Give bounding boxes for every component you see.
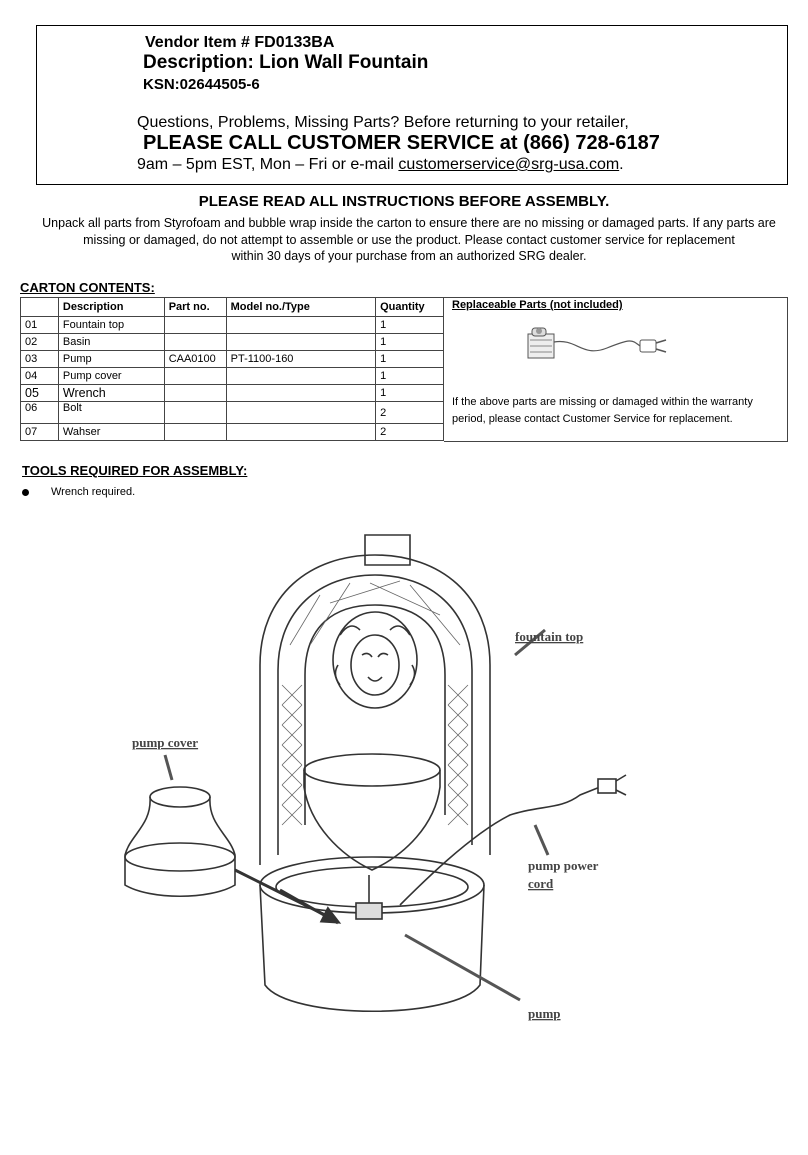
plug-prong (616, 775, 626, 781)
replaceable-title-underlined: Replaceable Parts (452, 299, 547, 311)
table-cell: 1 (376, 334, 444, 351)
table-cell (226, 424, 375, 441)
table-header-row (21, 298, 444, 317)
label-cord: cord (528, 876, 554, 891)
arrow-bolt (280, 890, 338, 923)
leader-pump-cover (165, 755, 172, 780)
table-row (21, 402, 444, 424)
plug-prong (616, 790, 626, 795)
email-link[interactable]: customerservice@srg-usa.com (398, 156, 620, 173)
unpack-paragraph (20, 215, 798, 265)
table-cell (226, 334, 375, 351)
table-cell: 03 (21, 351, 59, 368)
table-cell (226, 368, 375, 385)
table-row (21, 317, 444, 334)
lion-head (333, 612, 417, 708)
ksn-number: KSN:02644505-6 (143, 76, 260, 93)
column-header: Description (58, 298, 164, 317)
pump-with-cord-image (522, 318, 672, 380)
unpack-line: within 30 days of your purchase from an authorized SRG dealer. (231, 249, 587, 263)
table-cell: 04 (21, 368, 59, 385)
table-cell: Basin (58, 334, 164, 351)
table-cell: 06 (21, 402, 59, 424)
product-description: Description: Lion Wall Fountain (143, 52, 429, 73)
bullet-icon (22, 489, 29, 496)
leader-power-cord (535, 825, 548, 855)
hours-line (137, 156, 624, 174)
table-cell (164, 402, 226, 424)
table-cell: 1 (376, 368, 444, 385)
table-cell: Pump (58, 351, 164, 368)
label-pump: pump (528, 1006, 561, 1021)
table-cell: 05 (21, 385, 59, 402)
table-cell (226, 385, 375, 402)
table-row (21, 368, 444, 385)
hours-end: . (619, 156, 624, 173)
table-cell: 1 (376, 351, 444, 368)
hours-text: 9am – 5pm EST, Mon – Fri or e-mail (137, 156, 399, 173)
carton-contents-table (20, 297, 444, 441)
table-cell: 01 (21, 317, 59, 334)
pump-power-cord (400, 787, 600, 905)
table-cell: Fountain top (58, 317, 164, 334)
table-cell: PT-1100-160 (226, 351, 375, 368)
table-row (21, 424, 444, 441)
column-header: Model no./Type (226, 298, 375, 317)
tools-item-text: Wrench required. (51, 486, 136, 498)
table-cell: 02 (21, 334, 59, 351)
label-fountain-top: fountain top (515, 629, 584, 644)
table-row (21, 334, 444, 351)
unpack-line: missing or damaged, do not attempt to assemble or use the product. Please contact customer service for replacement (83, 232, 735, 247)
table-cell (164, 368, 226, 385)
table-cell: 07 (21, 424, 59, 441)
table-cell: Wahser (58, 424, 164, 441)
bowl-rim (304, 754, 440, 786)
replaceable-parts-text: If the above parts are missing or damaged within the warranty period, please contact Customer Service for replacement. (452, 396, 753, 425)
bowl-body (304, 770, 440, 870)
fountain-drawing (125, 535, 626, 1011)
label-pump-power: pump power (528, 858, 599, 873)
table-cell: Pump cover (58, 368, 164, 385)
carton-contents-title: CARTON CONTENTS: (20, 280, 155, 295)
replaceable-title-suffix: (not included) (546, 299, 623, 311)
table-row (21, 351, 444, 368)
plug (598, 779, 616, 793)
table-cell: 2 (376, 402, 444, 424)
table-cell: Bolt (58, 402, 164, 424)
column-header (21, 298, 59, 317)
table-cell: 1 (376, 317, 444, 334)
replaceable-parts-box (444, 297, 788, 442)
fountain-assembly-diagram (110, 525, 630, 1045)
call-customer-service: PLEASE CALL CUSTOMER SERVICE at (866) 728-6187 (143, 132, 660, 154)
table-cell (164, 317, 226, 334)
column-header: Quantity (376, 298, 444, 317)
replaceable-parts-title (452, 299, 623, 311)
unpack-line: Unpack all parts from Styrofoam and bubble wrap inside the carton to ensure there are no missing or damaged parts. If any parts are (42, 216, 776, 230)
crown-block (365, 535, 410, 565)
table-cell (164, 334, 226, 351)
table-cell: Wrench (58, 385, 164, 402)
pump-unit (356, 903, 382, 919)
table-cell (164, 385, 226, 402)
table-cell: 2 (376, 424, 444, 441)
read-instructions-heading: PLEASE READ ALL INSTRUCTIONS BEFORE ASSEMBLY. (198, 193, 610, 210)
questions-line: Questions, Problems, Missing Parts? Before returning to your retailer, (137, 114, 629, 131)
mosaic-inner-border (305, 605, 445, 825)
fountain-top-outline (260, 555, 490, 865)
table-row (21, 385, 444, 402)
leader-pump (405, 935, 520, 1000)
tools-bullet-item (22, 486, 135, 498)
pump-cover-drawing (125, 787, 235, 896)
label-pump-cover: pump cover (132, 735, 199, 750)
basin-inner (276, 867, 468, 907)
vendor-item: Vendor Item # FD0133BA (145, 34, 335, 51)
tools-required-title: TOOLS REQUIRED FOR ASSEMBLY: (22, 463, 248, 478)
table-cell (226, 317, 375, 334)
column-header: Part no. (164, 298, 226, 317)
table-cell: CAA0100 (164, 351, 226, 368)
table-cell (164, 424, 226, 441)
table-cell: 1 (376, 385, 444, 402)
table-cell (226, 402, 375, 424)
header-box (36, 25, 788, 185)
